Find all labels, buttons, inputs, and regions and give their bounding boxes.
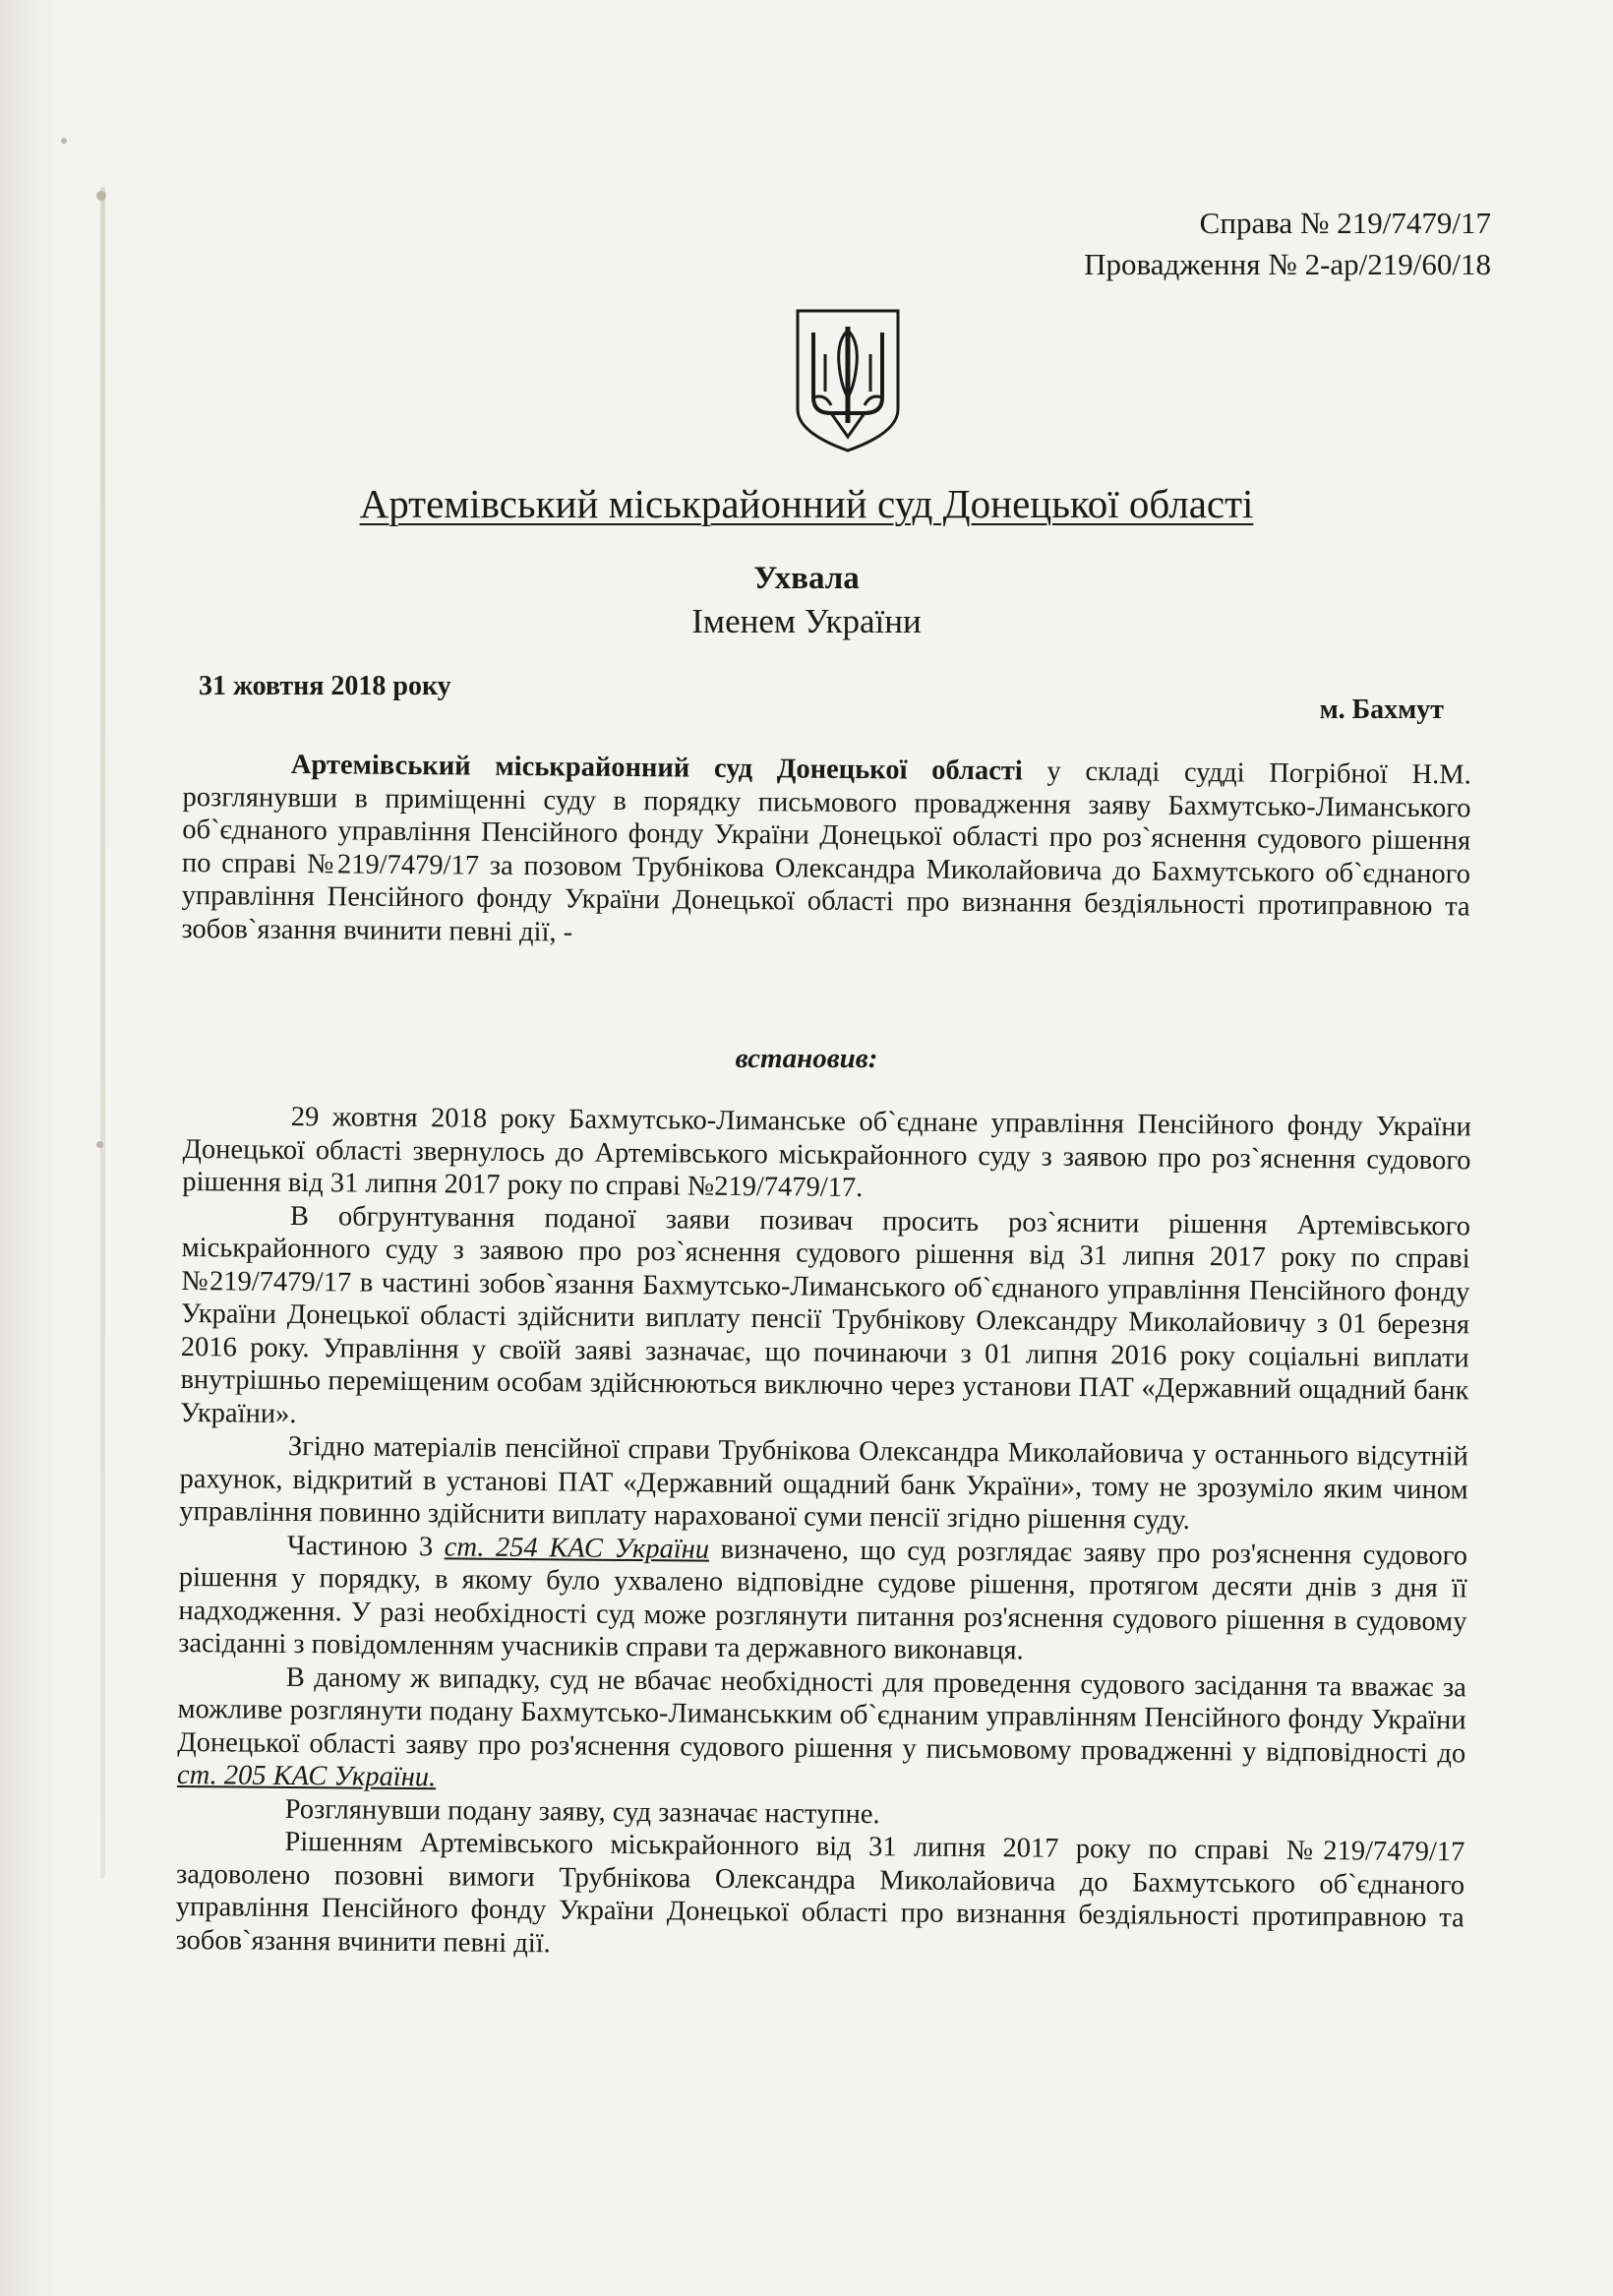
main-text-block (175, 1100, 1471, 1967)
paragraph-1: 29 жовтня 2018 року Бахмутсько-Лиманське об`єднане управління Пенсійного фонду України Донецької області звернулось до Артемівського міськрайонного суду з заявою про роз`яснення судового рішення від 31 липня 2017 року по справі №219/7479/17. (182, 1101, 1471, 1204)
intro-text: у складі судді Погрібної Н.М. розглянувши в приміщенні суду в порядку письмового провадження заяву Бахмутсько-Лиманського об`єднаного управління Пенсійного фонду України Донецької області про роз`яснення судового рішення по справі №219/7479/17 за позовом Трубнікова Олександра Миколайовича до Бахмутського об`єднаного управління Пенсійного фонду України Донецької області про визнання бездіяльності протиправною та зобов`язання вчинити певні дії, - (181, 755, 1471, 947)
punch-hole (96, 1141, 103, 1148)
law-link-art-254[interactable]: ст. 254 КАС України (444, 1531, 710, 1565)
intro-paragraph (181, 748, 1471, 956)
paragraph-5 (177, 1660, 1466, 1802)
case-reference (1084, 203, 1491, 285)
intro-paragraph-block (181, 748, 1471, 956)
paragraph-5-start: В даному ж випадку, суд не вбачає необхідності для проведення судового засідання та вважає за можливе розглянути подану Бахмутсько-Лиманськким об`єднаним управлінням Пенсійного фонду України Донецької області заяву про роз'яснення судового рішення у письмовому провадженні у відповідності до (177, 1662, 1466, 1769)
paragraph-7: Рішенням Артемівського міськрайонного від 31 липня 2017 року по справі №219/7479/17 задоволено позовні вимоги Трубнікова Олександра Миколайовича до Бахмутського об`єднаного управління Пенсійного фонду України Донецької області про визнання бездіяльності протиправною та зобов`язання вчинити певні дії. (175, 1826, 1465, 1959)
paragraph-4-start: Частиною 3 (286, 1530, 445, 1562)
document-type: Ухвала (753, 561, 860, 596)
trident-emblem-icon (792, 307, 904, 454)
punch-hole (61, 138, 67, 144)
binding-strip (100, 187, 105, 1879)
paragraph-6: Розглянувши подану заяву, суд зазначає наступне. (284, 1793, 880, 1830)
document-date: 31 жовтня 2018 року (199, 671, 451, 701)
proceeding-number: Провадження № 2-ар/219/60/18 (1084, 247, 1491, 281)
paragraph-3: Згідно матеріалів пенсійної справи Трубнікова Олександра Миколайовича у останнього відсутній рахунок, відкритий в установі ПАТ «Державний ощадний банк України», тому не зрозуміло яким чином управління повинно здійснити виплату нарахованої суми пенсії згідно рішення суду. (179, 1430, 1469, 1536)
case-number: Справа № 219/7479/17 (1199, 206, 1491, 240)
law-link-art-205[interactable]: ст. 205 КАС України. (176, 1759, 437, 1793)
court-title: Артемівський міськрайонний суд Донецької області (359, 481, 1254, 526)
scan-edge-shadow (0, 0, 59, 2296)
intro-court-name: Артемівський міськрайонний суд Донецької області (290, 749, 1023, 787)
punch-hole (96, 191, 106, 201)
paragraph-2: В обгрунтування поданої заяви позивач просить роз`яснити рішення Артемівського міськрайонного суду з заявою про роз`яснення судового рішення від 31 липня 2017 року по справі №219/7479/17 в частині зобов`язання Бахмутсько-Лиманського об`єднаного управління Пенсійного фонду України Донецької області здійснити виплату пенсії Трубнікову Олександру Миколайовичу з 01 березня 2016 року. Управління у своїй заяві зазначає, що починаючи з 01 липня 2016 року соціальні виплати внутрішньо переміщеним особам здійснюються виключно через установи ПАТ «Державний ощадний банк України». (180, 1200, 1471, 1429)
paragraph-4 (178, 1528, 1467, 1670)
established-heading: встановив: (735, 1043, 878, 1074)
document-city: м. Бахмут (1319, 695, 1444, 725)
paragraph-4-end: визначено, що суд розглядає заяву про роз'яснення судового рішення у порядку, в якому було ухвалено відповідне судове рішення, протягом десяти днів з дня її надходження. У разі необхідності суд може розглянути питання роз'яснення судового рішення в судовому засіданні з повідомленням учасників справи та державного виконавця. (178, 1534, 1468, 1666)
document-subtitle: Іменем України (691, 602, 922, 640)
